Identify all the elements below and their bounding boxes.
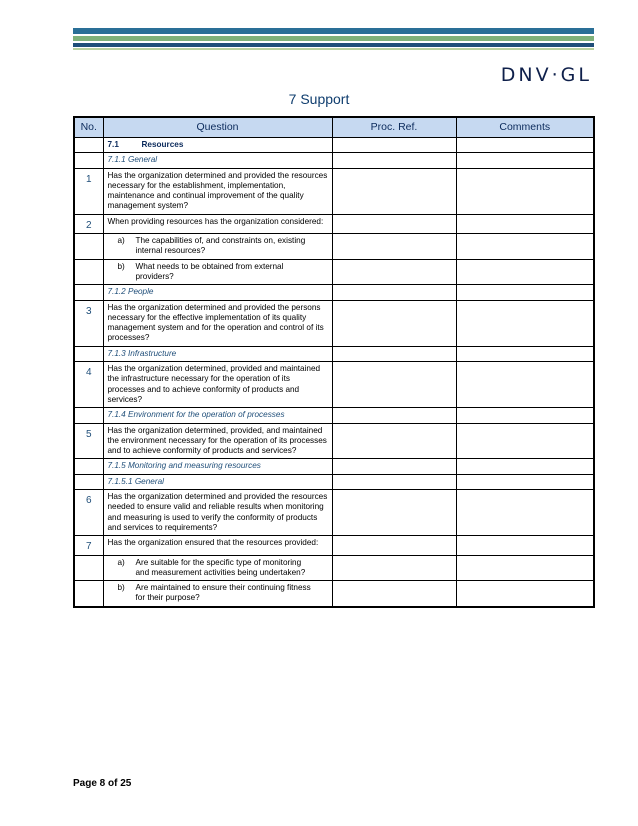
section-label: 7.1.5 Monitoring and measuring resources <box>103 459 332 474</box>
question-number: 2 <box>74 214 103 233</box>
header-band-blue <box>73 28 594 34</box>
comments-cell[interactable] <box>456 581 594 607</box>
subitem-text: What needs to be obtained from external providers? <box>135 261 284 281</box>
heading-title: Resources <box>141 140 184 149</box>
table-row-question <box>74 536 594 555</box>
header-band-light-green <box>73 48 594 50</box>
question-number: 6 <box>74 490 103 536</box>
table-row-section <box>74 459 594 474</box>
subitem-letter: a) <box>117 557 125 567</box>
section-label: 7.1.5.1 General <box>103 474 332 489</box>
table-row-question <box>74 214 594 233</box>
question-text: Has the organization ensured that the resources provided: <box>103 536 332 555</box>
proc-ref-cell[interactable] <box>332 490 456 536</box>
proc-ref-cell[interactable] <box>332 581 456 607</box>
comments-cell[interactable] <box>456 474 594 489</box>
header-band-green <box>73 36 594 41</box>
comments-cell[interactable] <box>456 362 594 408</box>
proc-ref-cell[interactable] <box>332 362 456 408</box>
proc-ref-cell[interactable] <box>332 138 456 153</box>
proc-ref-cell[interactable] <box>332 153 456 168</box>
comments-cell[interactable] <box>456 536 594 555</box>
column-header-no: No. <box>74 117 103 138</box>
column-header-proc-ref: Proc. Ref. <box>332 117 456 138</box>
proc-ref-cell[interactable] <box>332 259 456 285</box>
comments-cell[interactable] <box>456 459 594 474</box>
proc-ref-cell[interactable] <box>332 214 456 233</box>
subitem-letter: a) <box>117 236 125 246</box>
column-header-comments: Comments <box>456 117 594 138</box>
table-row-section <box>74 285 594 300</box>
question-number: 1 <box>74 168 103 214</box>
comments-cell[interactable] <box>456 300 594 346</box>
table-row-question <box>74 168 594 214</box>
table-row-section <box>74 474 594 489</box>
dnv-gl-logo: DNV·GL <box>500 64 592 86</box>
table-row-subitem <box>74 259 594 285</box>
question-number: 4 <box>74 362 103 408</box>
question-text: When providing resources has the organization considered: <box>103 214 332 233</box>
table-row-question <box>74 423 594 459</box>
comments-cell[interactable] <box>456 259 594 285</box>
proc-ref-cell[interactable] <box>332 555 456 581</box>
comments-cell[interactable] <box>456 555 594 581</box>
section-label: 7.1.1 General <box>103 153 332 168</box>
question-text: Has the organization determined and provided the resources needed to ensure valid and reliable results when monitoring and measuring is used to verify the conformity of products and services to requirements? <box>103 490 332 536</box>
comments-cell[interactable] <box>456 346 594 361</box>
comments-cell[interactable] <box>456 408 594 423</box>
comments-cell[interactable] <box>456 234 594 260</box>
proc-ref-cell[interactable] <box>332 300 456 346</box>
section-title: 7 Support <box>288 91 350 107</box>
proc-ref-cell[interactable] <box>332 474 456 489</box>
table-row-question <box>74 490 594 536</box>
table-row-section <box>74 408 594 423</box>
question-text: Has the organization determined and provided the persons necessary for the effective implementation of its quality management system and for the operation and control of its processes? <box>103 300 332 346</box>
proc-ref-cell[interactable] <box>332 536 456 555</box>
header-band-navy <box>73 43 594 47</box>
audit-checklist-table <box>73 116 595 608</box>
section-label: 7.1.3 Infrastructure <box>103 346 332 361</box>
question-text: Has the organization determined, provided, and maintained the environment necessary for the operation of its processes and to achieve conformity of products and services? <box>103 423 332 459</box>
comments-cell[interactable] <box>456 168 594 214</box>
comments-cell[interactable] <box>456 423 594 459</box>
proc-ref-cell[interactable] <box>332 459 456 474</box>
question-number: 3 <box>74 300 103 346</box>
comments-cell[interactable] <box>456 138 594 153</box>
table-row-question <box>74 362 594 408</box>
question-number: 5 <box>74 423 103 459</box>
comments-cell[interactable] <box>456 490 594 536</box>
comments-cell[interactable] <box>456 214 594 233</box>
question-text: Has the organization determined, provided and maintained the infrastructure necessary for the operation of its processes and to achieve conformity of products and services? <box>103 362 332 408</box>
section-label: 7.1.2 People <box>103 285 332 300</box>
table-row-subitem <box>74 234 594 260</box>
section-label: 7.1.4 Environment for the operation of processes <box>103 408 332 423</box>
table-row-section <box>74 346 594 361</box>
proc-ref-cell[interactable] <box>332 423 456 459</box>
question-number: 7 <box>74 536 103 555</box>
comments-cell[interactable] <box>456 153 594 168</box>
subitem-letter: b) <box>117 261 125 271</box>
table-header-row <box>74 117 594 138</box>
table-row-question <box>74 300 594 346</box>
question-text: Has the organization determined and provided the resources necessary for the establishment, implementation, maintenance and continual improvement of the quality management system? <box>103 168 332 214</box>
subitem-letter: b) <box>117 583 125 593</box>
subitem-text: Are suitable for the specific type of monitoring and measurement activities being undertaken? <box>135 557 306 577</box>
proc-ref-cell[interactable] <box>332 346 456 361</box>
table-row-subitem <box>74 581 594 607</box>
subitem-text: Are maintained to ensure their continuing fitness for their purpose? <box>135 583 311 603</box>
proc-ref-cell[interactable] <box>332 285 456 300</box>
page-number: Page 8 of 25 <box>73 778 132 789</box>
proc-ref-cell[interactable] <box>332 168 456 214</box>
subitem-text: The capabilities of, and constraints on, existing internal resources? <box>135 236 306 256</box>
heading-number: 7.1 <box>107 140 119 149</box>
proc-ref-cell[interactable] <box>332 234 456 260</box>
proc-ref-cell[interactable] <box>332 408 456 423</box>
comments-cell[interactable] <box>456 285 594 300</box>
table-row-subitem <box>74 555 594 581</box>
table-row-section <box>74 153 594 168</box>
table-row-heading <box>74 138 594 153</box>
column-header-question: Question <box>103 117 332 138</box>
